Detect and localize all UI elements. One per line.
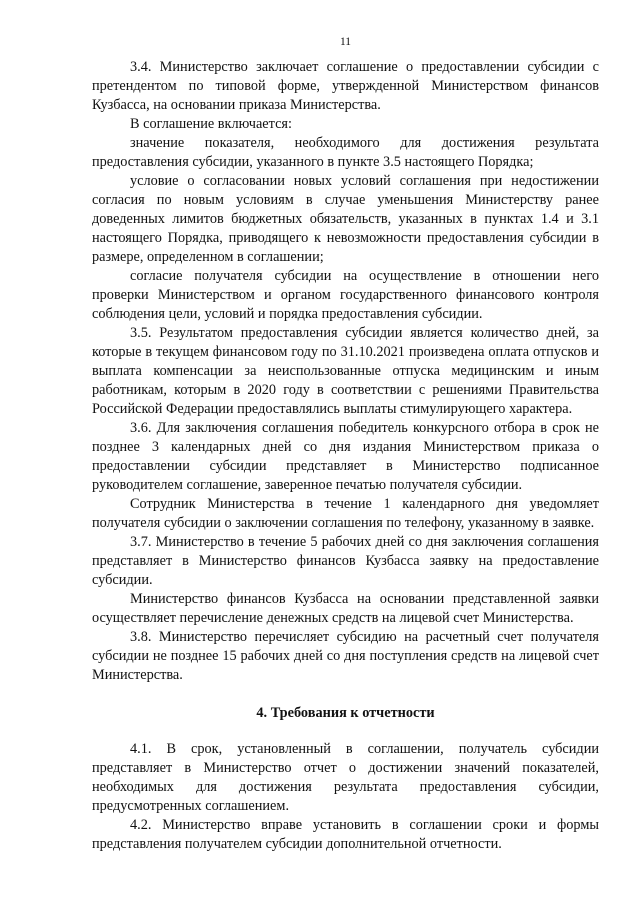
- paragraph-3-5: 3.5. Результатом предоставления субсидии является количество дней, за которые в текущем финансовом году по 31.10.2021 произведена оплата отпусков и выплата компенсации за неиспользованные отпуска медицинским и иным работникам, которым в 2020 году в соответствии с решениями Правительства Российской Федерации предоставлялись выплаты стимулирующего характера.: [92, 325, 599, 417]
- paragraph-4-1: 4.1. В срок, установленный в соглашении, получатель субсидии представляет в Министерство отчет о достижении значений показателей, необходимых для достижения результата предоставления субсидии, предусмотренных соглашением.: [92, 741, 599, 814]
- paragraph-3-7: 3.7. Министерство в течение 5 рабочих дней со дня заключения соглашения представляет в Министерство финансов Кузбасса заявку на предоставление субсидии.: [92, 534, 599, 588]
- page-number: 11: [339, 36, 352, 48]
- paragraph-3-4: 3.4. Министерство заключает соглашение о предоставлении субсидии с претендентом по типовой форме, утвержденной Министерством финансов Кузбасса, на основании приказа Министерства.: [92, 59, 599, 113]
- paragraph-inspection-consent: согласие получателя субсидии на осуществление в отношении него проверки Министерством и органом государственного финансового контроля соблюдения цели, условий и порядка предоставления субсидии.: [92, 268, 599, 322]
- paragraph-3-8: 3.8. Министерство перечисляет субсидию на расчетный счет получателя субсидии не позднее 15 рабочих дней со дня поступления средств на лицевой счет Министерства.: [92, 629, 599, 683]
- section-title: 4. Требования к отчетности: [256, 705, 435, 721]
- paragraph-4-2: 4.2. Министерство вправе установить в соглашении сроки и формы представления получателем субсидии дополнительной отчетности.: [92, 817, 599, 852]
- paragraph-3-6: 3.6. Для заключения соглашения победитель конкурсного отбора в срок не позднее 3 календарных дней со дня издания Министерством приказа о предоставлении субсидии представляет в Министерство подписанное руководителем соглашение, заверенное печатью получателя субсидии.: [92, 420, 599, 493]
- paragraph-agreement-includes: В соглашение включается:: [130, 116, 292, 132]
- paragraph-new-conditions: условие о согласовании новых условий соглашения при недостижении согласия по новым условиям в случае уменьшения Министерству ранее доведенных лимитов бюджетных обязательств, указанных в пунктах 1.4 и 3.1 настоящего Порядка, приводящего к невозможности предоставления субсидии в размере, определенном в соглашении;: [92, 173, 599, 265]
- paragraph-indicator-value: значение показателя, необходимого для достижения результата предоставления субсидии, указанного в пункте 3.5 настоящего Порядка;: [92, 135, 599, 170]
- paragraph-notification: Сотрудник Министерства в течение 1 календарного дня уведомляет получателя субсидии о заключении соглашения по телефону, указанному в заявке.: [92, 496, 599, 531]
- paragraph-finance-transfer: Министерство финансов Кузбасса на основании представленной заявки осуществляет перечисление денежных средств на лицевой счет Министерства.: [92, 591, 599, 626]
